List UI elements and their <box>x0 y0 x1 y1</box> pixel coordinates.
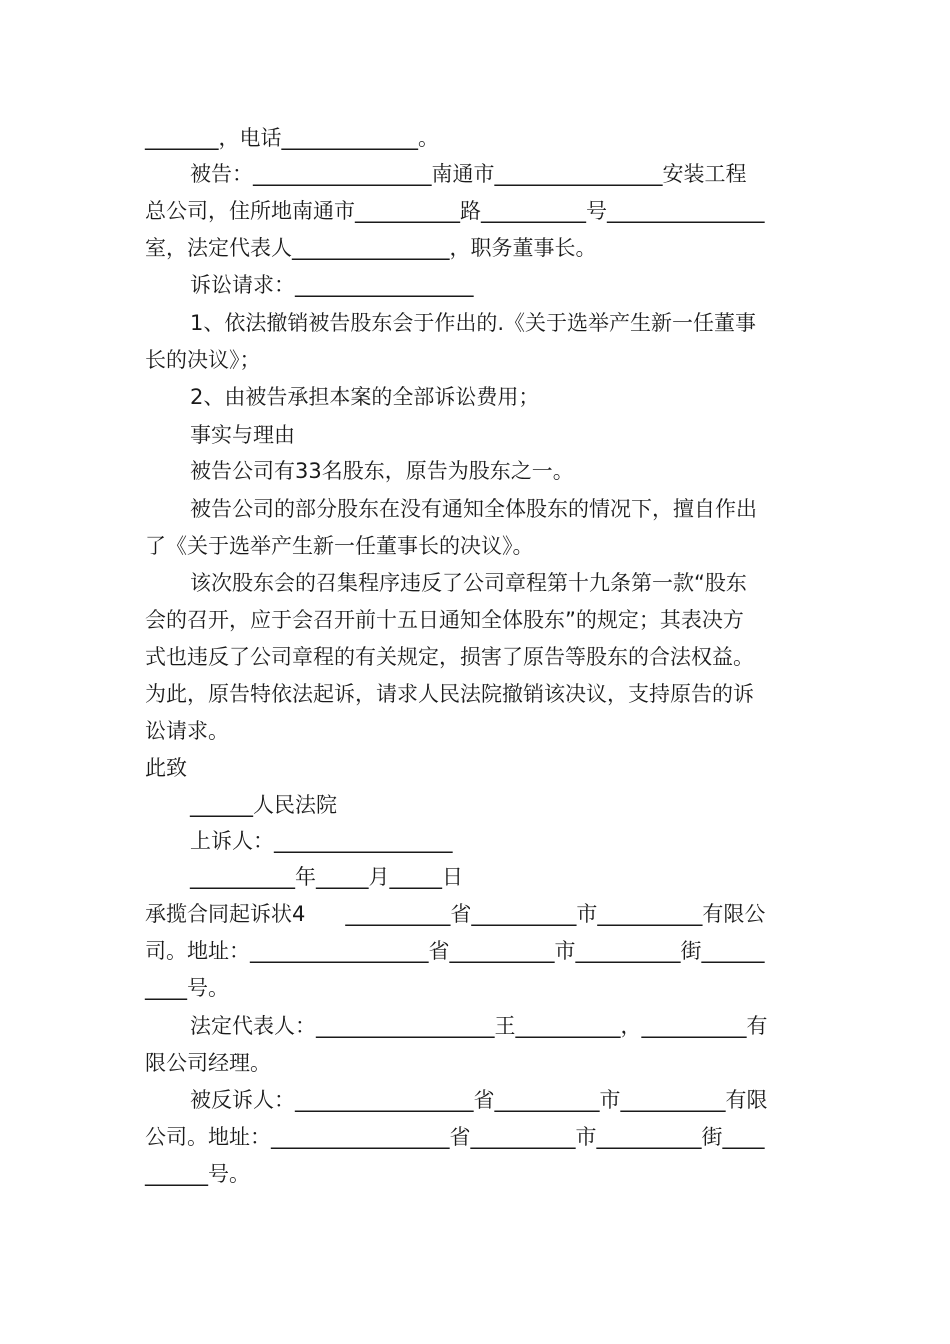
text-line: 承揽合同起诉状4 __________省__________市__________有限公 <box>145 902 766 926</box>
text-line: 被告：_________________南通市________________安装工程 <box>190 162 747 186</box>
text-line: 长的决议》； <box>145 348 261 372</box>
text-line: 法定代表人：_________________王__________，__________有 <box>190 1014 768 1038</box>
text-line: 限公司经理。 <box>145 1051 271 1075</box>
text-line: 上诉人：_________________ <box>190 829 453 853</box>
text-line: 式也违反了公司章程的有关规定，损害了原告等股东的合法权益。 <box>145 645 754 669</box>
text-line: 室，法定代表人_______________，职务董事长。 <box>145 236 597 260</box>
text-line: ____号。 <box>145 976 229 1000</box>
text-line: 被告公司的部分股东在没有通知全体股东的情况下，擅自作出 <box>190 497 757 521</box>
text-line: 此致 <box>145 756 187 780</box>
text-line: 会的召开，应于会召开前十五日通知全体股东”的规定；其表决方 <box>145 608 744 632</box>
text-line: 总公司，住所地南通市__________路__________号_______________ <box>145 199 765 223</box>
text-line: 该次股东会的召集程序违反了公司章程第十九条第一款“股东 <box>190 571 747 595</box>
text-line: 事实与理由 <box>190 423 295 447</box>
text-line: 司。地址：_________________省__________市__________街______ <box>145 939 765 963</box>
text-line: 1、依法撤销被告股东会于作出的.《关于选举产生新一任董事 <box>190 311 757 335</box>
text-line: __________年_____月_____日 <box>190 865 463 889</box>
text-line: _______，电话_____________。 <box>145 126 439 150</box>
text-line: 公司。地址：_________________省__________市__________街____ <box>145 1125 765 1149</box>
text-line: 诉讼请求：_________________ <box>190 273 474 297</box>
text-line: 被告公司有33名股东，原告为股东之一。 <box>190 459 574 483</box>
text-line: ______人民法院 <box>190 793 337 817</box>
text-line: 被反诉人：_________________省__________市__________有限 <box>190 1088 768 1112</box>
text-line: 讼请求。 <box>145 719 229 743</box>
text-line: 2、由被告承担本案的全部诉讼费用； <box>190 385 540 409</box>
text-line: 为此，原告特依法起诉，请求人民法院撤销该决议，支持原告的诉 <box>145 682 754 706</box>
text-line: 了《关于选举产生新一任董事长的决议》。 <box>145 534 534 558</box>
text-line: ______号。 <box>145 1162 250 1186</box>
